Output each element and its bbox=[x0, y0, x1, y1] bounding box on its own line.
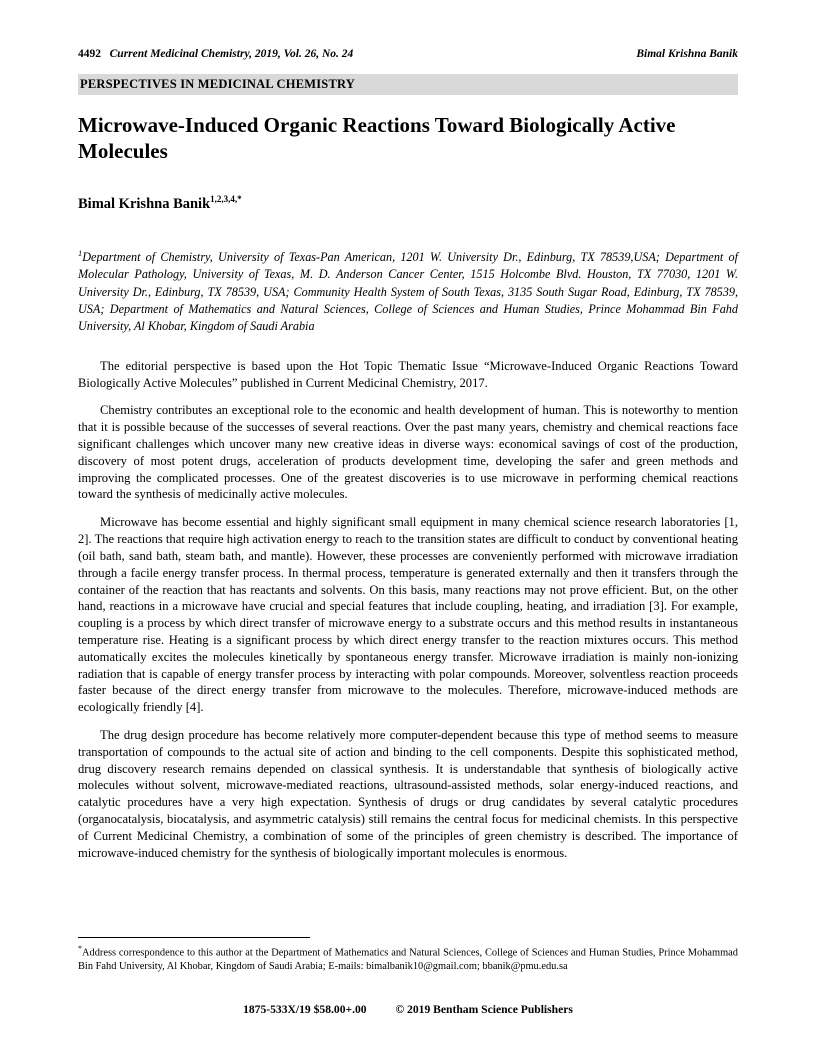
affiliations bbox=[78, 247, 738, 336]
paragraph: Chemistry contributes an exceptional role to the economic and health development of human. This is noteworthy to mention that it is possible because of the successes of several reactions. Over the past many years, chemistry and chemical reactions face significant challenges which uncover many new creative ideas in diverse ways: economical savings of cost of the production, discovery of most potent drugs, acceleration of products development time, developing the safer and green methods and improving the complicated processes. One of the greatest discoveries is to use microwave in performing chemical reactions toward the synthesis of medicinally active molecules. bbox=[78, 403, 738, 502]
paragraph: The editorial perspective is based upon the Hot Topic Thematic Issue “Microwave-Induced Organic Reactions Toward Biologically Active Molecules” published in Current Medicinal Chemistry, 2017. bbox=[78, 358, 738, 390]
article-title-line1: Microwave-Induced Organic Reactions Toward Biologically Active bbox=[78, 113, 676, 137]
running-head-author: Bimal Krishna Banik bbox=[636, 48, 738, 60]
journal-info: Current Medicinal Chemistry, 2019, Vol. 26, No. 24 bbox=[109, 48, 354, 60]
footnote-divider bbox=[78, 937, 310, 938]
page-footer bbox=[78, 1003, 738, 1016]
footnote bbox=[78, 944, 738, 974]
section-band: PERSPECTIVES IN MEDICINAL CHEMISTRY bbox=[78, 74, 738, 95]
author-byline bbox=[78, 194, 738, 213]
paragraph: Microwave has become essential and highly significant small equipment in many chemical science research laboratories [1, 2]. The reactions that require high activation energy to reach to the transition states are difficult to conduct by conventional heating (oil bath, sand bath, steam bath, and mantle). However, these processes are conveniently performed with microwave irradiation through a facile energy transfer process. In thermal process, temperature is generated externally and then it transfers through the container of the reaction that has reactants and solvents. On this basis, many reactions may not prove efficient. But, on the other hand, reactions in a microwave have crucial and special features that include coupling, heating, and irradiation [3]. For example, coupling is a process by which direct transfer of microwave energy to a substrate occurs and this method results in instantaneous temperature rise. Heating is a significant process by which direct energy transfer to the reaction mixtures occurs. This method automatically excites the molecules kinetically by spontaneous energy transfer. Microwave irradiation is mainly non-ionizing radiation that is capable of energy transfer process by interacting with polar compounds. Moreover, solventless reaction proceeds faster because of the direct energy transfer from microwave to the molecules. Therefore, microwave-induced methods are ecologically friendly [4]. bbox=[78, 515, 738, 715]
footnote-text: Address correspondence to this author at the Department of Mathematics and Natural Sciences, College of Sciences and Human Studies, Prince Mohammad Bin Fahd University, Al Khobar, Kingdom of Saudi Arabia; E-mails: bimalbanik10@gmail.com; bbanik@pmu.edu.sa bbox=[78, 947, 738, 973]
author-name: Bimal Krishna Banik bbox=[78, 196, 211, 213]
affiliation-marker-1: 1 bbox=[78, 248, 83, 259]
running-head-left bbox=[78, 48, 353, 60]
paragraph: The drug design procedure has become relatively more computer-dependent because this type of method seems to measure transportation of compounds to the actual site of action and binding to the cell components. Despite this sophisticated method, drug discovery research remains depended on classical synthesis. It is understandable that synthesis of biologically active molecules without solvent, microwave-mediated reactions, ultrasound-assisted methods, solar energy-induced reactions, and catalytic procedures have a very high expectation. Synthesis of drugs or drug candidates by several catalytic procedures (organocatalysis, biocatalysis, and asymmetric catalysis) still remains the central focus for medicinal chemists. In this perspective of Current Medicinal Chemistry, a combination of some of the principles of green chemistry is described. The importance of microwave-induced chemistry for the synthesis of biologically important molecules is enormous. bbox=[78, 728, 738, 860]
footnote-marker: * bbox=[78, 944, 82, 954]
page-title bbox=[78, 113, 738, 164]
issn-price: 1875-533X/19 $58.00+.00 bbox=[243, 1003, 367, 1016]
running-head bbox=[78, 48, 738, 60]
article-title-line2: Molecules bbox=[78, 138, 168, 163]
affiliations-text: Department of Chemistry, University of Texas-Pan American, 1201 W. University Dr., Edinburg, TX 78539,USA; Department of Molecular Pathology, University of Texas, M. D. Anderson Cancer Center, 1515 Holcombe Blvd. Houston, TX 77030, 1201 W. University Dr., Edinburg, TX 78539, USA; Community Health System of South Texas, 3135 South Sugar Road, Edinburg, TX 78539, USA; Department of Mathematics and Natural Sciences, College of Sciences and Human Studies, Prince Mohammad Bin Fahd University, Al Khobar, Kingdom of Saudi Arabia bbox=[78, 250, 738, 334]
footnote-section bbox=[78, 937, 738, 974]
page-number: 4492 bbox=[78, 48, 101, 60]
body-text bbox=[78, 358, 738, 862]
author-affiliation-markers: 1,2,3,4,* bbox=[210, 194, 242, 205]
publisher-copyright: © 2019 Bentham Science Publishers bbox=[395, 1003, 573, 1016]
